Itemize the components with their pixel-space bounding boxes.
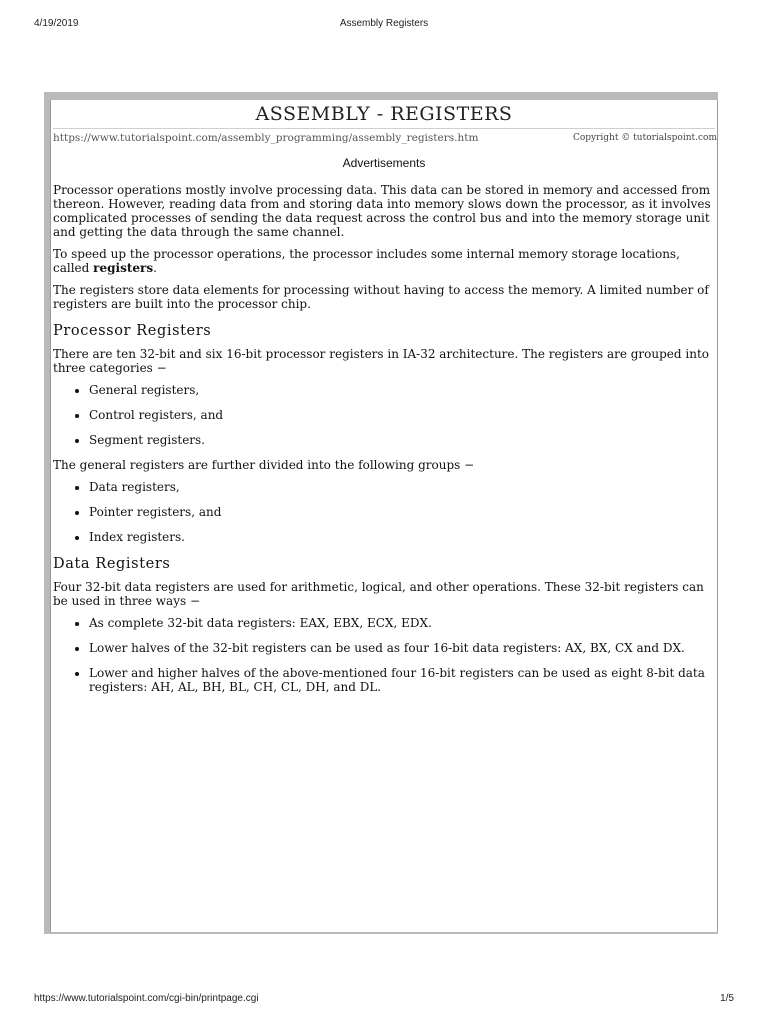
list-item: • As complete 32-bit data registers: EAX, EBX, ECX, EDX.: [89, 616, 715, 630]
categories-list: [53, 383, 715, 447]
print-url: https://www.tutorialspoint.com/cgi-bin/printpage.cgi: [34, 993, 259, 1004]
copyright-text: Copyright © tutorialspoint.com: [572, 133, 717, 143]
source-row: [53, 129, 715, 147]
list-item: • Control registers, and: [89, 408, 715, 422]
source-url-link[interactable]: https://www.tutorialspoint.com/assembly_programming/assembly_registers.htm: [53, 132, 479, 144]
groups-paragraph: The general registers are further divided into the following groups −: [53, 458, 475, 472]
page-body: [50, 100, 718, 932]
print-footer: [0, 993, 768, 1007]
list-item: • Lower halves of the 32-bit registers can be used as four 16-bit data registers: AX, BX, CX and DX.: [89, 641, 715, 655]
page-title: ASSEMBLY - REGISTERS: [53, 100, 715, 129]
registers-term: registers: [93, 261, 154, 275]
list-item: • General registers,: [89, 383, 715, 397]
list-item: • Index registers.: [89, 530, 715, 544]
speed-end: .: [153, 261, 157, 275]
ia32-paragraph: There are ten 32-bit and six 16-bit processor registers in IA-32 architecture. The registers are grouped into three categories −: [53, 347, 710, 375]
ways-list: [53, 616, 715, 694]
list-item: • Pointer registers, and: [89, 505, 715, 519]
registers-paragraph: The registers store data elements for processing without having to access the memory. A limited number of registers are built into the processor chip.: [53, 283, 709, 311]
speed-text: To speed up the processor operations, the processor includes some internal memory storage locations, called: [53, 247, 680, 275]
article-content: [53, 100, 715, 703]
data-registers-paragraph: Four 32-bit data registers are used for arithmetic, logical, and other operations. These 32-bit registers can be used in three ways −: [53, 580, 704, 608]
page-number: 1/5: [720, 993, 734, 1004]
processor-registers-heading: Processor Registers: [53, 323, 212, 339]
advertisements-label: Advertisements: [342, 156, 426, 170]
print-header: [0, 18, 768, 32]
data-registers-heading: Data Registers: [53, 556, 171, 572]
speed-paragraph: [53, 247, 715, 275]
list-item: • Data registers,: [89, 480, 715, 494]
print-title: Assembly Registers: [339, 18, 429, 29]
list-item: • Segment registers.: [89, 433, 715, 447]
print-date: 4/19/2019: [34, 18, 79, 29]
groups-list: [53, 480, 715, 544]
intro-paragraph: Processor operations mostly involve processing data. This data can be stored in memory and accessed from thereon. However, reading data from and storing data into memory slows down the processor, as it involves complicated processes of sending the data request across the control bus and into the memory storage unit and getting the data through the same channel.: [53, 183, 711, 239]
list-item: • Lower and higher halves of the above-mentioned four 16-bit registers can be used as eight 8-bit data registers: AH, AL, BH, BL, CH, CL, DH, and DL.: [89, 666, 715, 694]
